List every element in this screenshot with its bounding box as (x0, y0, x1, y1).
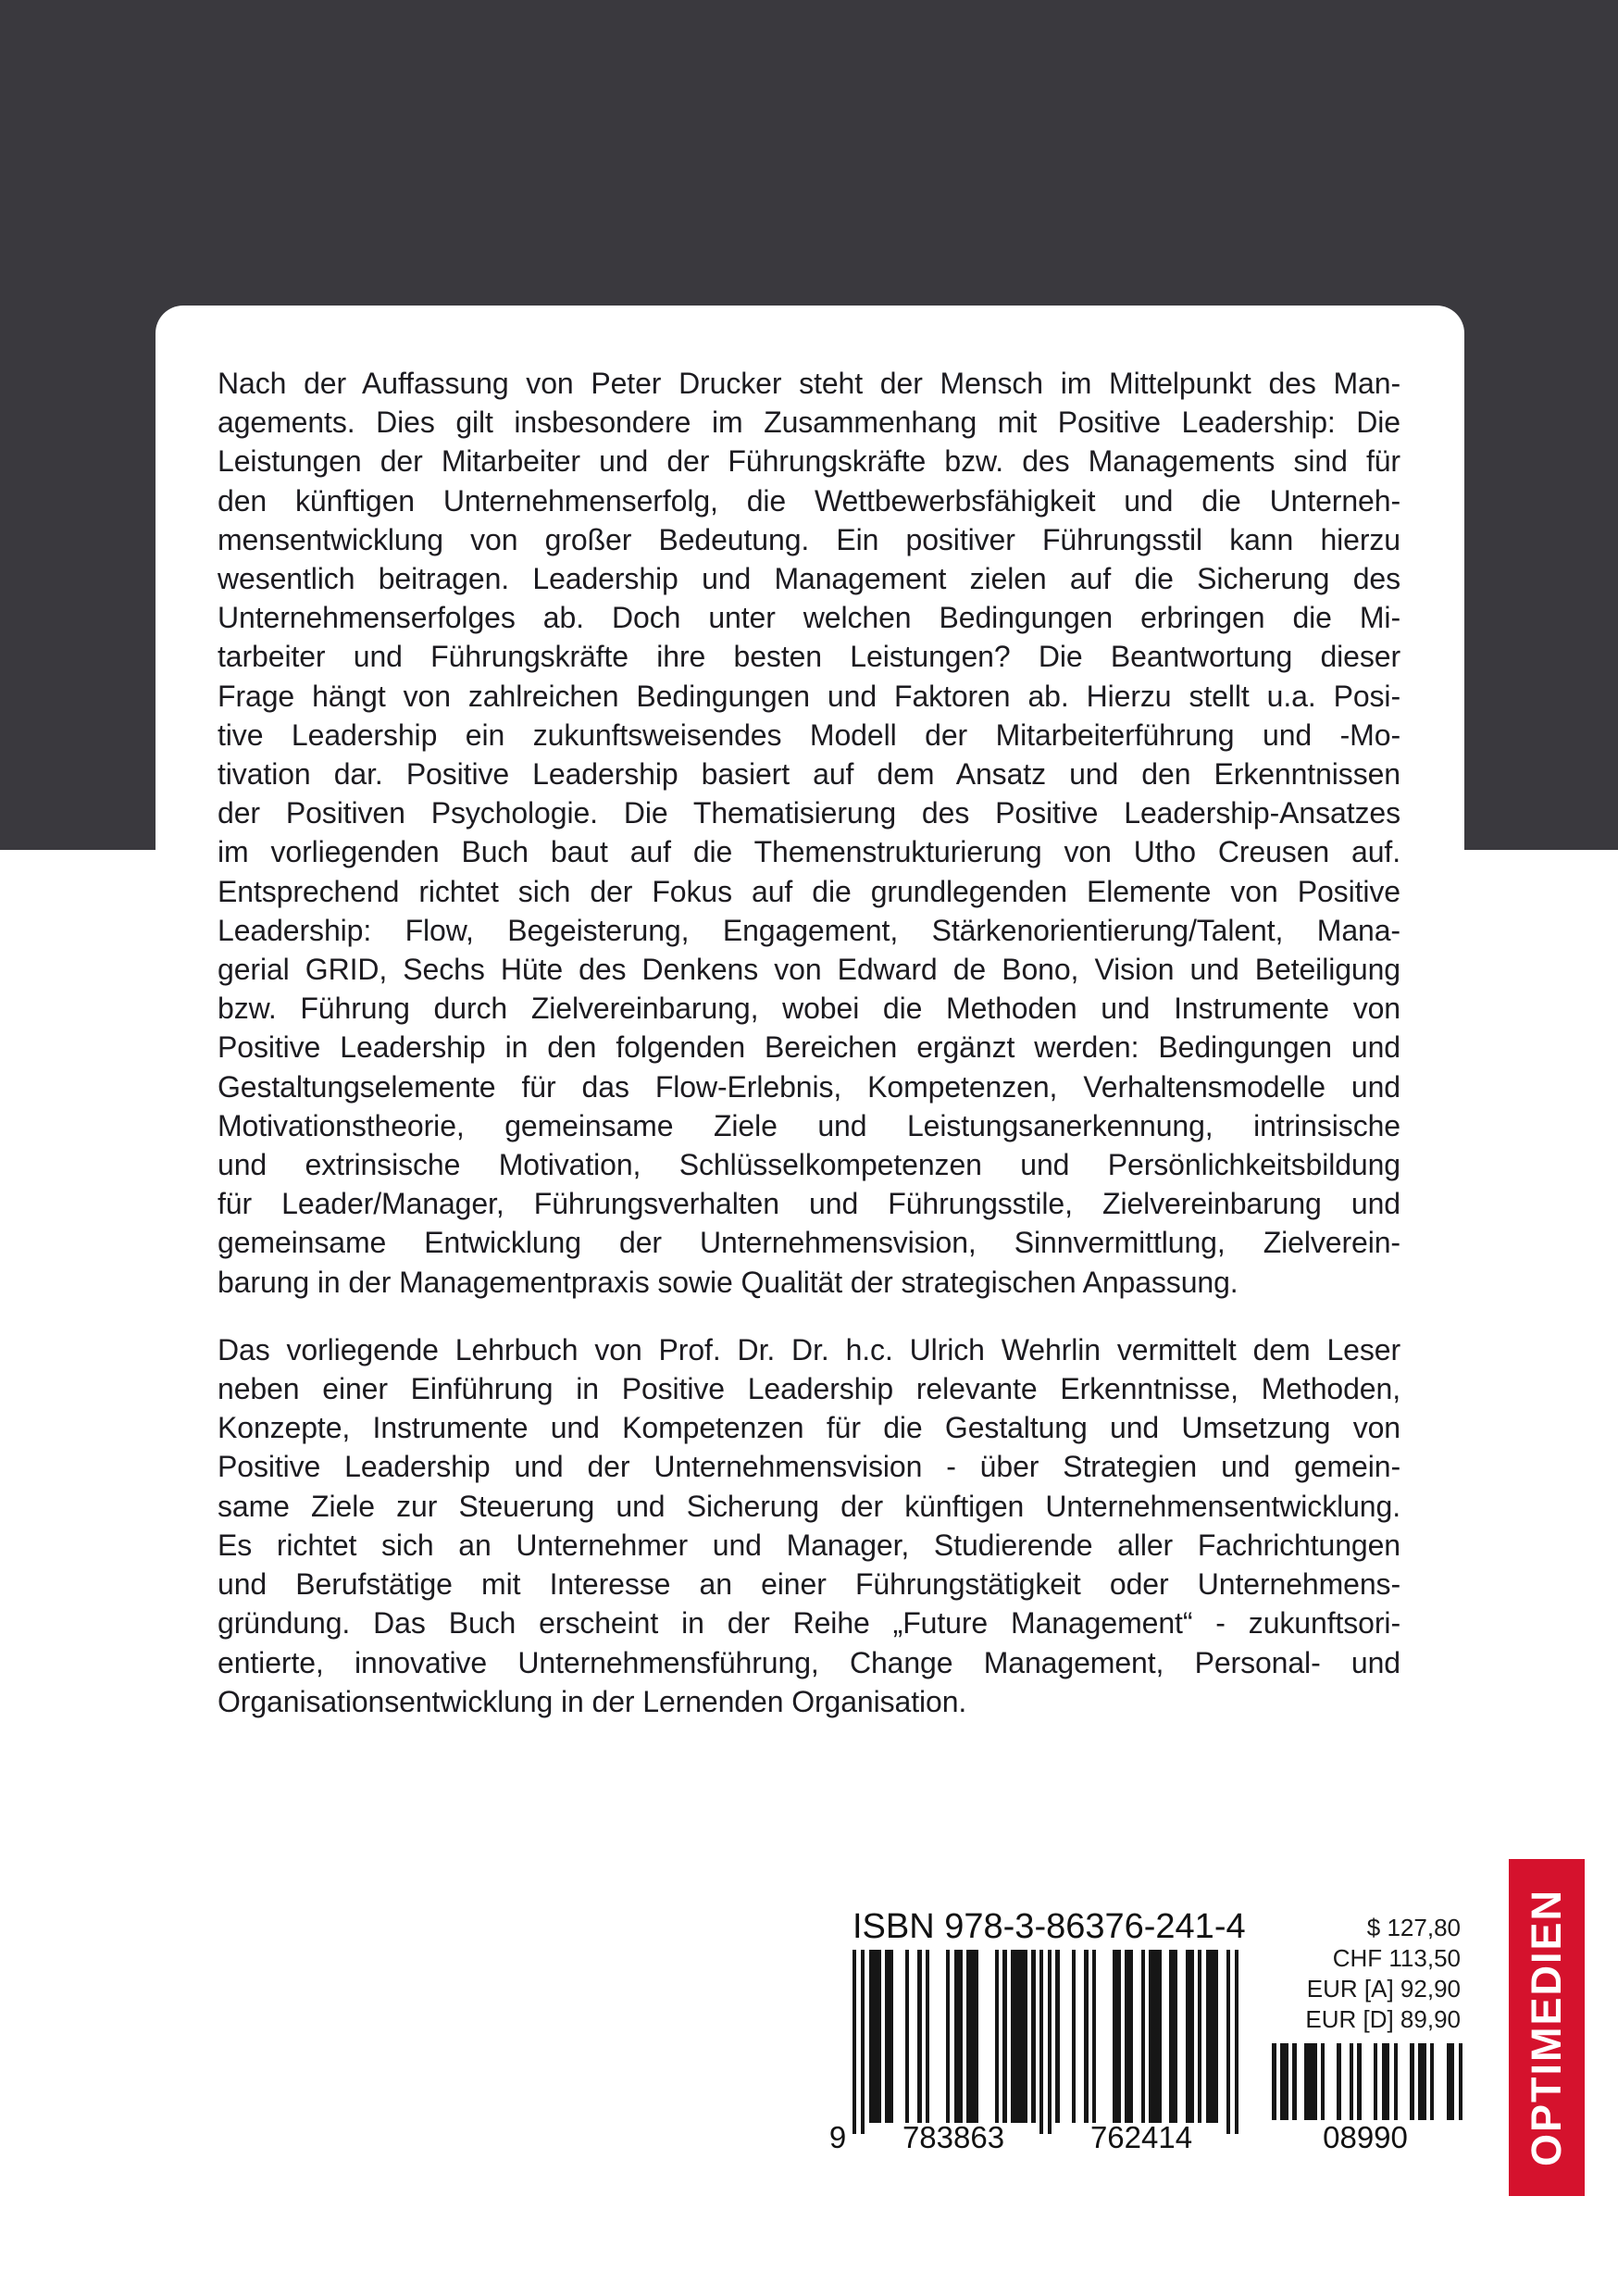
text-line: Nach der Auffassung von Peter Drucker steht der Mensch im Mittelpunkt des Man- (218, 367, 1400, 400)
barcode-bar (1357, 2043, 1361, 2120)
barcode-bar (966, 1950, 978, 2123)
text-line: Das vorliegende Lehrbuch von Prof. Dr. Dr. h.c. Ulrich Wehrlin vermittelt dem Leser (218, 1332, 1400, 1366)
barcode-bar (1459, 2043, 1462, 2120)
text-line: für Leader/Manager, Führungsverhalten und Führungsstile, Zielvereinbarung und (218, 1187, 1400, 1221)
addon-digits: 08990 (1323, 2120, 1408, 2154)
ean-digit-group: 762414 (1089, 2120, 1193, 2154)
ean-digit-group: 9 (828, 2120, 847, 2154)
barcode-bar (1011, 1950, 1027, 2123)
text-line: und extrinsische Motivation, Schlüsselkompetenzen und Persönlichkeitsbildung (218, 1148, 1400, 1182)
text-line: barung in der Managementpraxis sowie Qualität der strategischen Anpassung. (218, 1265, 1238, 1299)
text-line: tivation dar. Positive Leadership basiert auf dem Ansatz und den Erkenntnissen (218, 757, 1400, 792)
text-line: der Positiven Psychologie. Die Thematisierung des Positive Leadership-Ansatzes (218, 796, 1400, 830)
barcode-bar (853, 1950, 856, 2134)
isbn-label: ISBN 978-3-86376-241-4 (853, 1907, 1246, 1946)
text-line: Frage hängt von zahlreichen Bedingungen und Faktoren ab. Hierzu stellt u.a. Posi- (218, 679, 1400, 713)
barcode-bar (926, 1950, 929, 2123)
text-line: agements. Dies gilt insbesondere im Zusammenhang mit Positive Leadership: Die (218, 406, 1400, 440)
barcode-bar (1039, 1950, 1043, 2134)
barcode-bar (1186, 1950, 1194, 2123)
text-line: bzw. Führung durch Zielvereinbarung, wobei die Methoden und Instrumente von (218, 992, 1400, 1026)
barcode-bar (1447, 2043, 1455, 2120)
text-line: Leadership: Flow, Begeisterung, Engagement, Stärkenorientierung/Talent, Mana- (218, 913, 1400, 947)
barcode-bar (1092, 1950, 1096, 2123)
barcode-bar (1321, 2043, 1325, 2120)
barcode-bar (1055, 1950, 1059, 2123)
barcode-bar (1226, 1950, 1230, 2134)
text-line: tive Leadership ein zukunftsweisendes Modell der Mitarbeiterführung und -Mo- (218, 718, 1400, 752)
barcode-bar (1350, 2043, 1353, 2120)
text-line: den künftigen Unternehmenserfolg, die Wettbewerbsfähigkeit und die Unterneh- (218, 483, 1400, 518)
barcode-bar (1374, 2043, 1377, 2120)
barcode-bar (1235, 1950, 1238, 2134)
price-line: $ 127,80 (1366, 1914, 1461, 1941)
barcode-bar (861, 1950, 865, 2134)
text-line: gemeinsame Entwicklung der Unternehmensvision, Sinnvermittlung, Zielverein- (218, 1226, 1400, 1260)
barcode-bar (1410, 2043, 1413, 2120)
barcode-bar (1048, 1950, 1052, 2134)
barcode-bar (1125, 1950, 1133, 2123)
barcode-bar (1394, 2043, 1398, 2120)
barcode-bar (995, 1950, 999, 2123)
text-line: Konzepte, Instrumente und Kompetenzen für die Gestaltung und Umsetzung von (218, 1411, 1400, 1445)
text-line: Positive Leadership und der Unternehmensvision - über Strategien und gemein- (218, 1450, 1400, 1484)
barcode-bar (1198, 1950, 1201, 2123)
publisher-tab (1509, 1859, 1585, 2196)
barcode-bar (946, 1950, 950, 2123)
text-line: gründung. Das Buch erscheint in der Reihe „Future Management“ - zukunftsori- (218, 1606, 1400, 1641)
barcode-bar (905, 1950, 909, 2123)
price-list (1305, 1913, 1461, 2035)
text-line: Es richtet sich an Unternehmer und Manager, Studierende aller Fachrichtungen (218, 1528, 1400, 1562)
ean-digit-group: 783863 (902, 2120, 1005, 2154)
text-line: Positive Leadership in den folgenden Bereichen ergänzt werden: Bedingungen und (218, 1030, 1400, 1065)
barcode-bar (1002, 1950, 1006, 2123)
barcode-bar (1206, 1950, 1218, 2123)
text-line: gerial GRID, Sechs Hüte des Denkens von Edward de Bono, Vision und Beteiligung (218, 953, 1400, 987)
blurb-text-block (218, 364, 1400, 1721)
barcode-bar (1149, 1950, 1161, 2123)
barcode-bar (1031, 1950, 1035, 2123)
text-line: wesentlich beitragen. Leadership und Management zielen auf die Sicherung des (218, 562, 1400, 596)
barcode-bar (1292, 2043, 1296, 2120)
barcode-bar (1169, 1950, 1177, 2123)
barcode-bar (1280, 2043, 1288, 2120)
text-line: same Ziele zur Steuerung und Sicherung der künftigen Unternehmensentwicklung. (218, 1489, 1400, 1523)
barcode-bar (1072, 1950, 1076, 2123)
barcode-bar (1304, 2043, 1316, 2120)
barcode-bar (869, 1950, 881, 2123)
price-line: EUR [A] 92,90 (1306, 1975, 1461, 2003)
text-line: entierte, innovative Unternehmensführung, Change Management, Personal- und (218, 1645, 1400, 1679)
text-line: mensentwicklung von großer Bedeutung. Ein positiver Führungsstil kann hierzu (218, 522, 1400, 556)
text-line: Motivationstheorie, gemeinsame Ziele und Leistungsanerkennung, intrinsische (218, 1108, 1400, 1142)
text-line: Gestaltungselemente für das Flow-Erlebnis, Kompetenzen, Verhaltensmodelle und (218, 1069, 1400, 1104)
barcode-bar (885, 1950, 893, 2123)
barcode-bar (1272, 2043, 1276, 2120)
text-line: tarbeiter und Führungskräfte ihre besten Leistungen? Die Beantwortung dieser (218, 640, 1400, 674)
barcode-bar (1084, 1950, 1088, 2123)
text-line: neben einer Einführung in Positive Leadership relevante Erkenntnisse, Methoden, (218, 1372, 1400, 1406)
text-line: Unternehmenserfolges ab. Doch unter welchen Bedingungen erbringen die Mi- (218, 601, 1400, 635)
barcode-bar (917, 1950, 921, 2123)
ean13-barcode (853, 1950, 1238, 2149)
barcode-bar (1382, 2043, 1390, 2120)
text-line: im vorliegenden Buch baut auf die Themenstrukturierung von Utho Creusen auf. (218, 835, 1400, 869)
barcode-bar (1141, 1950, 1145, 2123)
publisher-name: OPTIMEDIEN (1523, 1888, 1570, 2167)
barcode-bar (1337, 2043, 1340, 2120)
barcode-bar (1113, 1950, 1121, 2123)
text-line: Leistungen der Mitarbeiter und der Führungskräfte bzw. des Managements sind für (218, 444, 1400, 479)
text-line: Organisationsentwicklung in der Lernenden Organisation. (218, 1684, 967, 1718)
barcode-bar (1418, 2043, 1426, 2120)
barcode-bar (1430, 2043, 1434, 2120)
price-line: EUR [D] 89,90 (1305, 2005, 1461, 2033)
blurb-paragraph-1 (218, 364, 1400, 1302)
text-line: Entsprechend richtet sich der Fokus auf die grundlegenden Elemente von Positive (218, 874, 1400, 908)
blurb-paragraph-2 (218, 1330, 1400, 1721)
barcode-bar (954, 1950, 963, 2123)
price-line: CHF 113,50 (1332, 1944, 1461, 1972)
text-line: und Berufstätige mit Interesse an einer Führungstätigkeit oder Unternehmens- (218, 1567, 1400, 1602)
